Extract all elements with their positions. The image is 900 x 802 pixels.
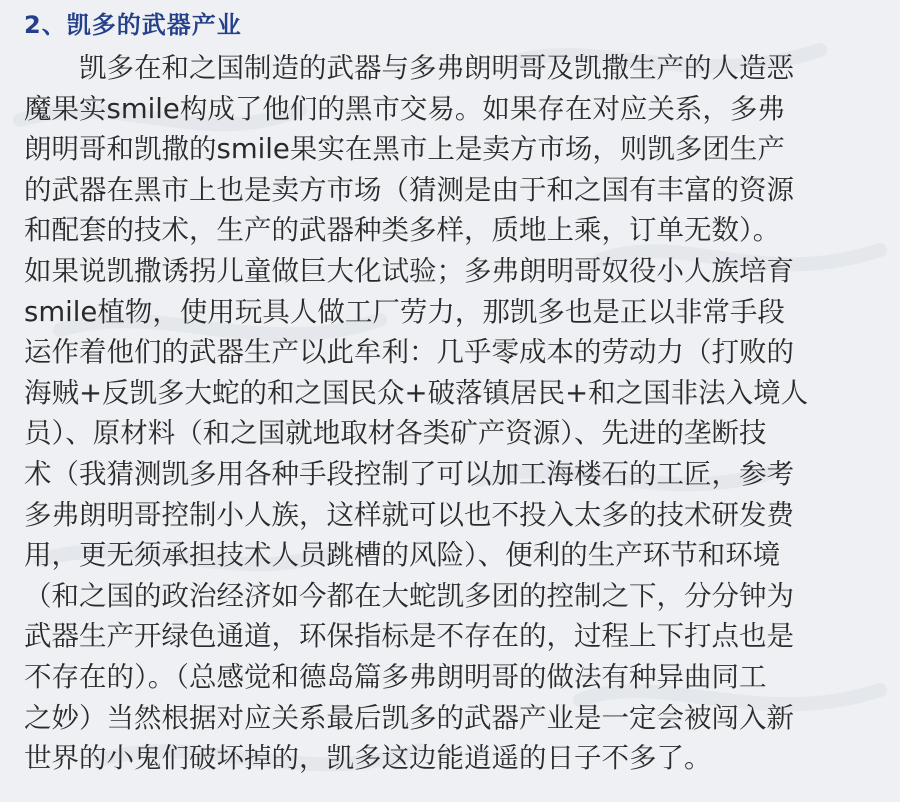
paragraph-line: 武器生产开绿色通道，环保指标是不存在的，过程上下打点也是 (24, 620, 794, 653)
paragraph-line: 用，更无须承担技术人员跳槽的风险）、便利的生产环节和环境 (24, 539, 781, 572)
paragraph-line: 不存在的）。（总感觉和德岛篇多弗朗明哥的做法有种异曲同工 (24, 660, 767, 693)
paragraph-line: 魔果实smile构成了他们的黑市交易。如果存在对应关系，多弗 (24, 92, 785, 125)
paragraph-line: 的武器在黑市上也是卖方市场（猜测是由于和之国有丰富的资源 (24, 173, 794, 206)
article-section (24, 0, 884, 779)
paragraph-line: 术（我猜测凯多用各种手段控制了可以加工海楼石的工匠，参考 (24, 457, 794, 490)
paragraph-line: 和配套的技术，生产的武器种类多样，质地上乘，订单无数）。 (24, 214, 781, 247)
paragraph-line: 运作着他们的武器生产以此牟利：几乎零成本的劳动力（打败的 (24, 336, 794, 369)
paragraph-line: 凯多在和之国制造的武器与多弗朗明哥及凯撒生产的人造恶 (24, 52, 794, 84)
paragraph-line: 多弗朗明哥控制小人族，这样就可以也不投入太多的技术研发费 (24, 498, 794, 531)
paragraph-line: 世界的小鬼们破坏掉的，凯多这边能逍遥的日子不多了。 (24, 742, 712, 775)
paragraph-line: 之妙）当然根据对应关系最后凯多的武器产业是一定会被闯入新 (24, 701, 794, 734)
paragraph-line: 海贼+反凯多大蛇的和之国民众+破落镇居民+和之国非法入境人 (24, 376, 809, 409)
section-heading: 2、凯多的武器产业 (24, 11, 242, 39)
paragraph-line: 朗明哥和凯撒的smile果实在黑市上是卖方市场，则凯多团生产 (24, 133, 785, 166)
paragraph-line: smile植物，使用玩具人做工厂劳力，那凯多也是正以非常手段 (24, 295, 785, 328)
paragraph-line: 员）、原材料（和之国就地取材各类矿产资源）、先进的垄断技 (24, 417, 767, 450)
body-paragraph (24, 48, 884, 779)
paragraph-line: 如果说凯撒诱拐儿童做巨大化试验；多弗朗明哥奴役小人族培育 (24, 254, 794, 287)
paragraph-line: （和之国的政治经济如今都在大蛇凯多团的控制之下，分分钟为 (24, 579, 794, 612)
